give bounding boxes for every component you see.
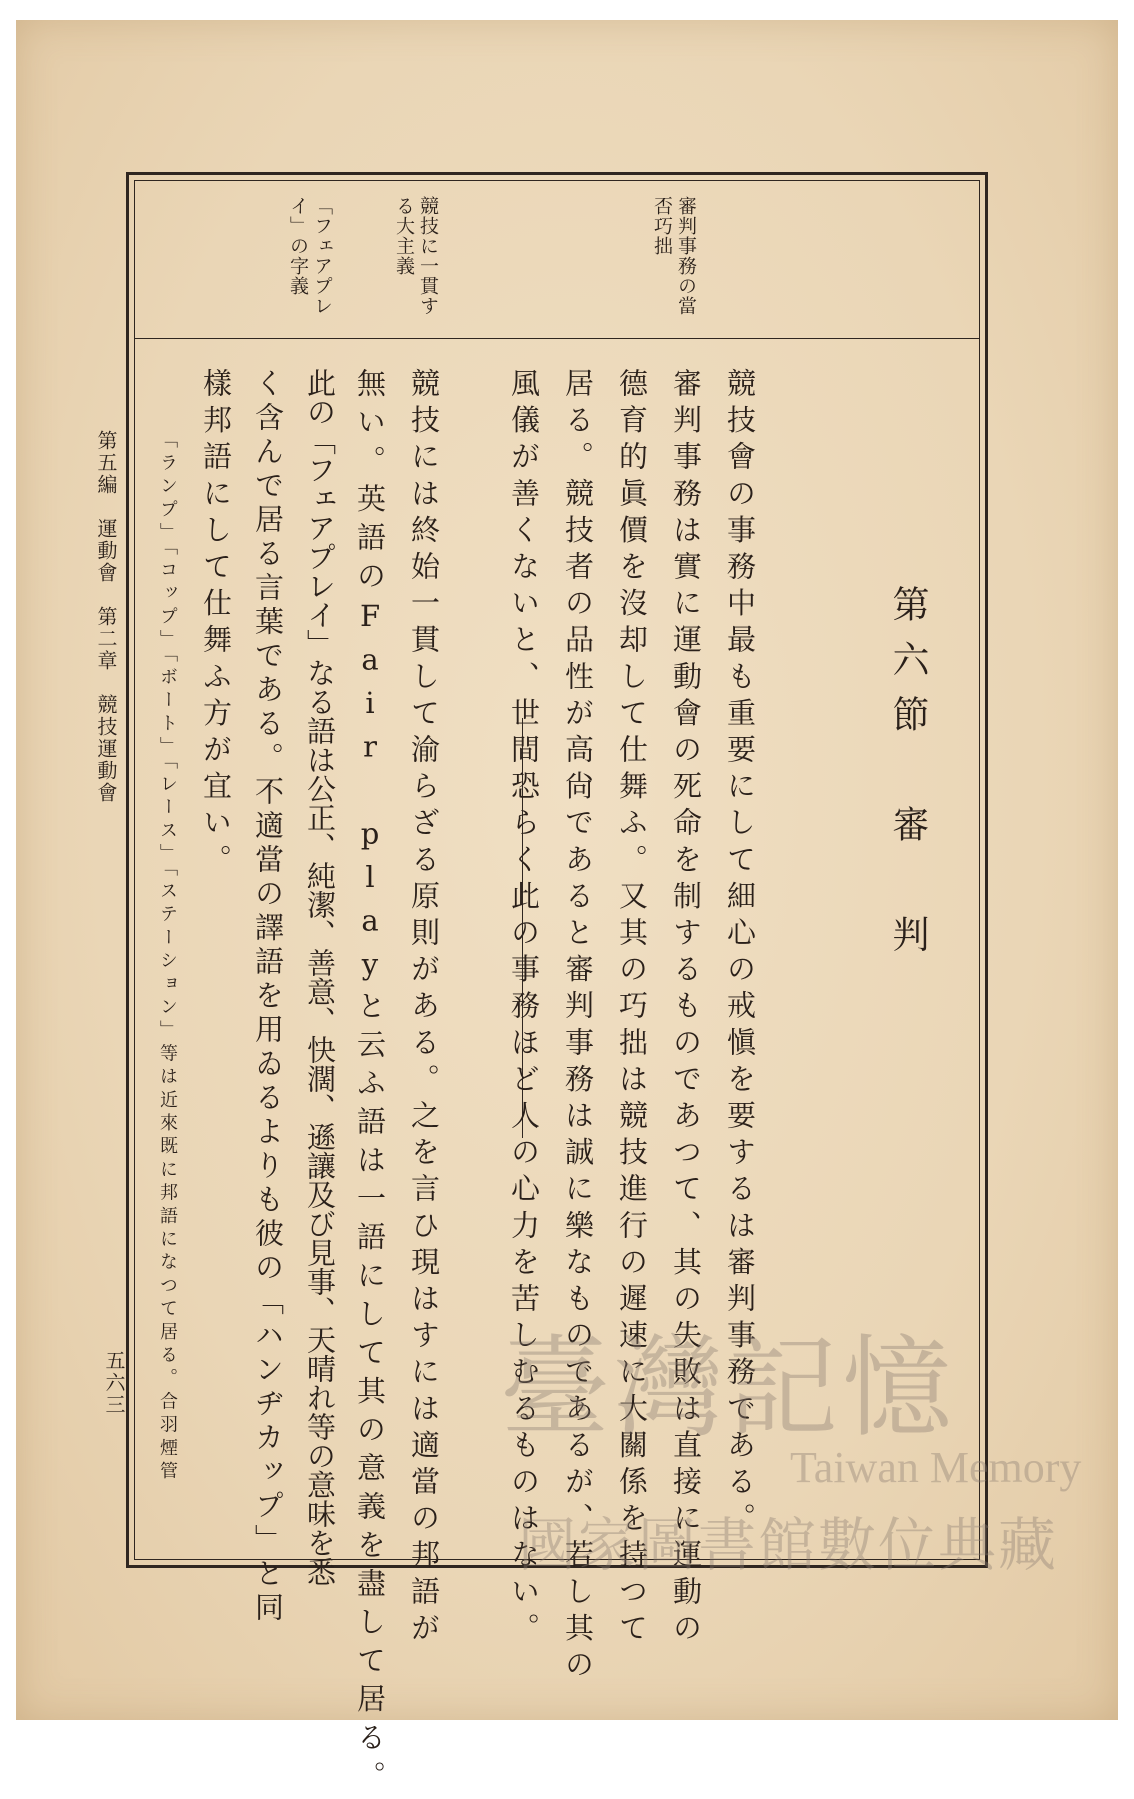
body-line: 居る。競技者の品性が高尙であると審判事務は誠に樂なものであるが、若し其の (561, 368, 595, 1686)
margin-note-rule (134, 338, 980, 339)
side-note-principle: 競技に一貫する大主義 (393, 196, 439, 316)
body-line: 審判事務は實に運動會の死命を制するものであつて、其の失敗は直接に運動の (669, 368, 703, 1649)
footnote: 「ランプ」「コップ」「ボート」「レース」「ステーション」等は近來既に邦語になつて居る。合羽煙管 (157, 430, 178, 1485)
section-title: 第六節 審 判 (886, 585, 929, 970)
body-line: 此の「フェアプレイ」なる語は公正、純潔、善意、快濶、遜讓及び見事、天晴れ等の意味を悉 (303, 368, 337, 1586)
body-line: 競技には終始一貫して渝らざる原則がある。之を言ひ現はすには適當の邦語が (407, 368, 441, 1649)
watermark-english: Taiwan Memory (790, 1443, 1082, 1492)
body-line: く含んで居る言葉である。不適當の譯語を用ゐるよりも彼の「ハンヂカップ」と同 (251, 368, 285, 1626)
body-line: 競技會の事務中最も重要にして細心の戒愼を要するは審判事務である。 (723, 368, 757, 1540)
watermark-title: 臺灣記憶 (500, 1324, 956, 1452)
body-line: 德育的眞價を沒却して仕舞ふ。又其の巧拙は競技進行の遲速に大關係を持つて (615, 368, 649, 1649)
watermark-chinese: 國家圖書館數位典藏 (518, 1511, 1059, 1579)
running-head: 第五編 運動會 第二章 競技運動會 (94, 430, 118, 804)
body-line: 風儀が善くないと、世間恐らく此の事務ほど人の心力を苦しむるものはない。 (507, 368, 541, 1649)
side-note-fairplay: 「フェアプレイ」の字義 (287, 196, 333, 316)
page-number: 五六三 (102, 1350, 126, 1416)
body-line: 樣邦語にして仕舞ふ方が宜い。 (199, 368, 233, 881)
body-line: 無い。英語のFair playと云ふ語は一語にして其の意義を盡して居る。 (353, 368, 387, 1799)
side-note-referee-quality: 審判事務の當否巧拙 (651, 196, 697, 316)
